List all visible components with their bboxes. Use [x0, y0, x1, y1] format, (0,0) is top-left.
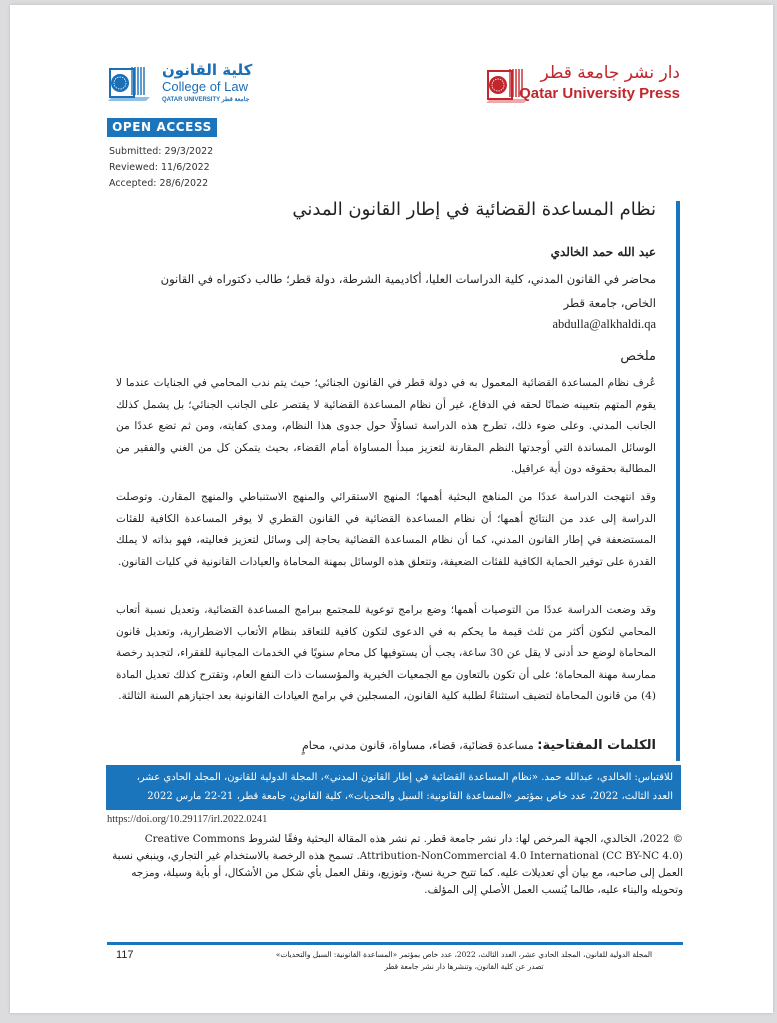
- qatar-university-subtitle: QATAR UNIVERSITY جامعة قطر: [162, 97, 250, 103]
- accent-vertical-rule: [676, 201, 680, 761]
- footer-rule: [107, 942, 683, 945]
- college-of-law-english: College of Law: [162, 79, 248, 94]
- author-name: عبد الله حمد الخالدي: [550, 245, 656, 259]
- reviewed-date: Reviewed: 11/6/2022: [109, 162, 210, 173]
- submitted-date: Submitted: 29/3/2022: [109, 146, 214, 157]
- abstract-heading: ملخص: [620, 349, 656, 364]
- college-of-law-arabic: كلية القانون: [162, 61, 253, 79]
- citation-box: للاقتباس: الخالدي، عبدالله حمد. «نظام المساعدة القضائية في إطار القانون المدني»، المجلة الدولية للقانون، المجلد الحادي عشر، العدد الثالث، 2022، عدد خاص بمؤتمر «المساعدة القانونية: السبل والتحديات»، كلية القانون، جامعة قطر، 21-22 مارس 2022: [106, 765, 681, 810]
- abstract-paragraph: وقد وضعت الدراسة عددًا من التوصيات أهمها؛ وضع برامج توعوية للمجتمع ببرامج المساعدة القضائية، وتعديل نسبة أتعاب المحامي لتكون أكثر من ثلث قيمة ما يحكم به في الدعوى لتكون كافية للتعاقد بنظام الأتعاب الاضطرارية، وتعديل قانون المحاماة لوضع حد أدنى لا يقل عن 30 ساعة، يجب أن يستوفيها كل محام سنويًا في الخدمات المجانية للفقراء، لتجديد رخصة ممارسة مهنة المحاماة؛ على أن تكون بالتعاون مع الجمعيات الخيرية والمؤسسات ذات النفع العام، وتقترح كذلك تعديل المادة (4) من قانون المحاماة لتضيف استثناءً لطلبة كلية القانون، المسجلين في برامج العيادات القانونية بعد اجتيازهم السنة الثالثة.: [116, 604, 656, 703]
- press-arabic-name: دار نشر جامعة قطر: [540, 63, 680, 83]
- keywords-list: مساعدة قضائية، قضاء، مساواة، قانون مدني، محامٍ: [301, 739, 534, 752]
- journal-footer: [260, 949, 668, 973]
- footer-journal-line: المجلة الدولية للقانون، المجلد الحادي عشر، العدد الثالث، 2022، عدد خاص بمؤتمر «المساعدة القانونية: السبل والتحديات»: [275, 950, 653, 959]
- abstract-paragraph: عُرف نظام المساعدة القضائية المعمول به في دولة قطر في القانون الجنائي؛ حيث يتم ندب المحامي في الجنايات عندما لا يقوم المتهم بتعيينه ضمانًا لحقه في الدفاع، غير أن نظام المساعدة القضائية لا يقتصر على الجانب الجنائي؛ بل يشمل كذلك الجانب المدني. وعلى ضوء ذلك، تطرح هذه الدراسة تساؤلًا حول جدوى هذا النظام، ومدى كفايته، ومن ثم تضع عددًا من الوسائل المساندة التي أوجدتها النظم المقارنة لتعزيز مبدأ المساواة أمام القضاء، بحيث يتمكن كل من الغني والفقير من المطالبة بحقوقه دون أية عراقيل.: [116, 377, 656, 476]
- footer-publisher-line: تصدر عن كلية القانون، وتنشرها دار نشر جامعة قطر: [384, 962, 544, 971]
- page-number: 117: [116, 949, 134, 961]
- article-title: نظام المساعدة القضائية في إطار القانون المدني: [292, 199, 656, 220]
- college-of-law-logo: [106, 59, 266, 109]
- license-notice: © 2022، الخالدي، الجهة المرخص لها: دار نشر جامعة قطر. تم نشر هذه المقالة البحثية وفقًا لشروط Creative Commons Attribution-NonCommercial 4.0 International (CC BY-NC 4.0). تسمح هذه الرخصة بالاستخدام غير التجاري، وينبغي نسبة العمل إلى صاحبه، مع بيان أي تعديلات عليه. كما تتيح حرية نسخ، وتوزيع، ونقل العمل بأي شكل من الأشكال، أو بأية وسيلة، ومزجه وتحويله والبناء عليه، طالما يُنسب العمل الأصلي إلى المؤلف.: [112, 833, 683, 896]
- keywords-label: الكلمات المفتاحية:: [537, 738, 656, 753]
- author-affiliation: محاضر في القانون المدني، كلية الدراسات العليا، أكاديمية الشرطة، دولة قطر؛ طالب دكتوراه في القانون الخاص، جامعة قطر: [160, 272, 656, 310]
- publication-dates: [109, 144, 213, 192]
- press-english-name: Qatar University Press: [519, 85, 680, 102]
- college-of-law-emblem-icon: [106, 63, 150, 103]
- keywords-line: [302, 738, 656, 753]
- accepted-date: Accepted: 28/6/2022: [109, 178, 209, 189]
- document-page: [10, 5, 773, 1013]
- doi-link[interactable]: https://doi.org/10.29117/irl.2022.0241: [107, 814, 268, 825]
- abstract-paragraph: وقد انتهجت الدراسة عددًا من المناهج البحثية أهمها؛ المنهج الاستقرائي والمنهج الاستنباطي والمنهج المقارن. وتوصلت الدراسة إلى عدد من النتائج أهمها؛ أن نظام المساعدة القضائية في القانون القطري لا يوفر المساعدة الكافية للفئات المستضعفة في إطار القانون المدني، كما أن نظام المساعدة القضائية بحاجة إلى وسائل لتعزيز فعاليته، فهو بذاته لا يملك القدرة على توفير الحماية الكافية للفئات الضعيفة، وتتعلق هذه الوسائل بمهنة المحاماة والعيادات القانونية في كليات القانون.: [116, 491, 656, 568]
- author-email[interactable]: abdulla@alkhaldi.qa: [552, 317, 656, 331]
- open-access-badge: OPEN ACCESS: [107, 118, 217, 137]
- qatar-university-press-logo: [484, 61, 684, 109]
